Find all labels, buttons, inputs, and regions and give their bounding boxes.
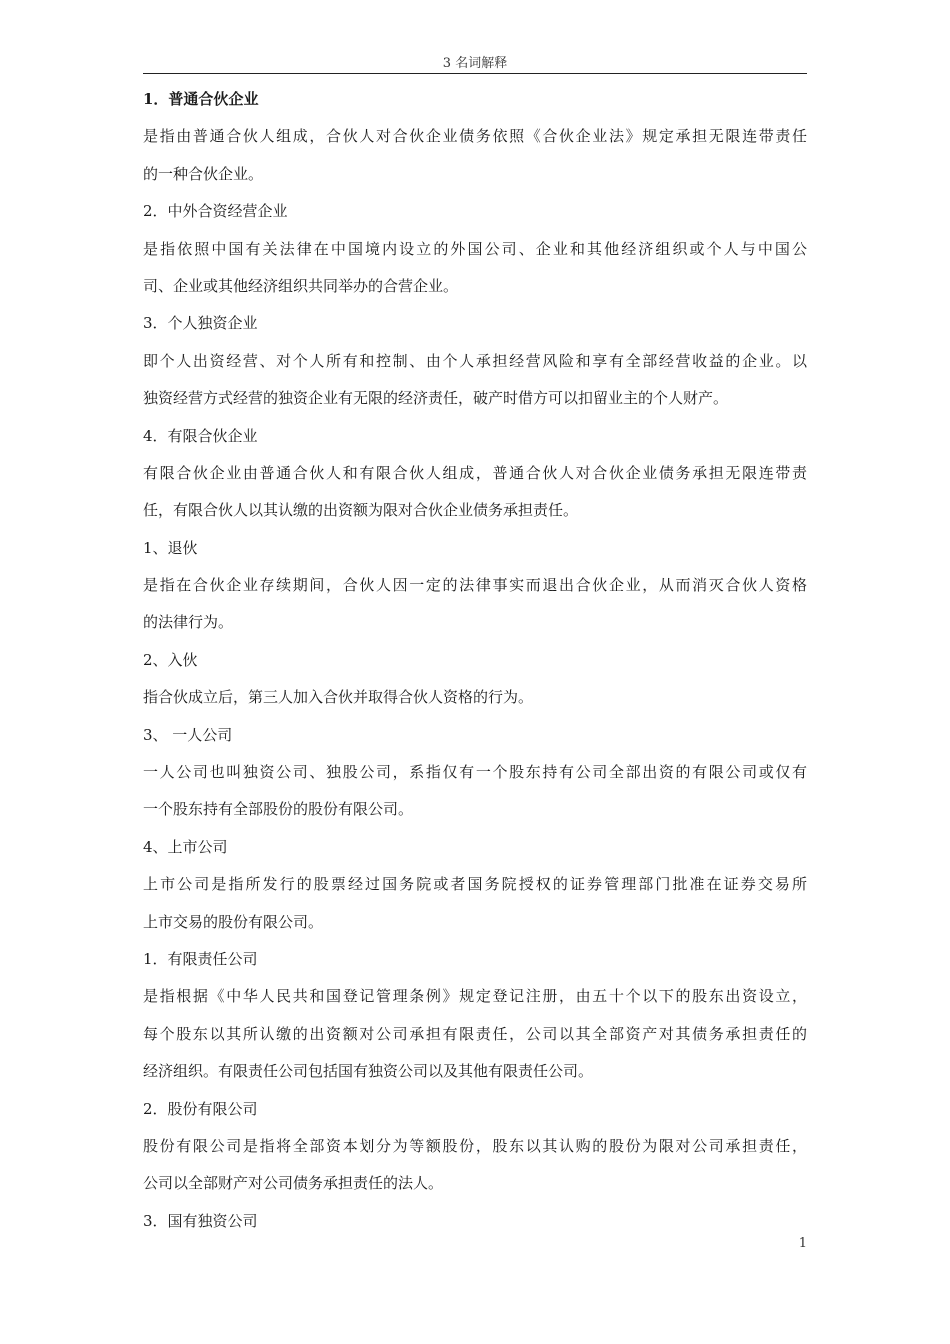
text-line: 上市公司是指所发行的股票经过国务院或者国务院授权的证券管理部门批准在证券交易所 [143, 875, 807, 894]
text-line: 司、企业或其他经济组织共同举办的合营企业。 [143, 276, 459, 295]
text-line: 股份有限公司是指将全部资本划分为等额股份，股东以其认购的股份为限对公司承担责任， [143, 1136, 807, 1155]
text-line: 经济组织。有限责任公司包括国有独资公司以及其他有限责任公司。 [143, 1062, 594, 1081]
text-line: 是指在合伙企业存续期间，合伙人因一定的法律事实而退出合伙企业，从而消灭合伙人资格 [143, 576, 807, 595]
text-line: 2．中外合资经营企业 [143, 202, 288, 221]
text-line: 的法律行为。 [143, 613, 234, 632]
text-line: 的一种合伙企业。 [143, 164, 264, 183]
document-body [143, 81, 807, 1240]
text-line: 2．股份有限公司 [143, 1099, 258, 1118]
text-line: 每个股东以其所认缴的出资额对公司承担有限责任，公司以其全部资产对其债务承担责任的 [143, 1024, 807, 1043]
text-line: 即个人出资经营、对个人所有和控制、由个人承担经营风险和享有全部经营收益的企业。以 [143, 351, 807, 370]
text-line: 4、上市公司 [143, 837, 228, 856]
text-line: 是指根据《中华人民共和国登记管理条例》规定登记注册，由五十个以下的股东出资设立， [143, 987, 807, 1006]
page-header [143, 56, 807, 74]
text-line: 有限合伙企业由普通合伙人和有限合伙人组成，普通合伙人对合伙企业债务承担无限连带责 [143, 463, 807, 482]
text-line: 4．有限合伙企业 [143, 426, 258, 445]
text-line: 1、退伙 [143, 538, 198, 557]
text-line: 公司以全部财产对公司债务承担责任的法人。 [143, 1174, 444, 1193]
text-line: 是指依照中国有关法律在中国境内设立的外国公司、企业和其他经济组织或个人与中国公 [143, 239, 807, 258]
text-line: 3、 一人公司 [143, 725, 233, 744]
text-line: 3．个人独资企业 [143, 314, 258, 333]
page-number: 1 [798, 1236, 807, 1251]
header-title: 3 名词解释 [442, 56, 508, 71]
text-line: 上市交易的股份有限公司。 [143, 912, 324, 931]
text-line: 3．国有独资公司 [143, 1211, 258, 1230]
text-line: 指合伙成立后，第三人加入合伙并取得合伙人资格的行为。 [143, 688, 534, 707]
text-line: 一个股东持有全部股份的股份有限公司。 [143, 800, 414, 819]
text-line: 一人公司也叫独资公司、独股公司，系指仅有一个股东持有公司全部出资的有限公司或仅有 [143, 763, 807, 782]
text-line: 任，有限合伙人以其认缴的出资额为限对合伙企业债务承担责任。 [143, 501, 579, 520]
text-line: 1．有限责任公司 [143, 949, 258, 968]
text-line: 1．普通合伙企业 [143, 90, 259, 108]
text-line: 2、入伙 [143, 650, 198, 669]
text-line: 独资经营方式经营的独资企业有无限的经济责任，破产时借方可以扣留业主的个人财产。 [143, 389, 729, 408]
text-line: 是指由普通合伙人组成，合伙人对合伙企业债务依照《合伙企业法》规定承担无限连带责任 [143, 127, 807, 146]
